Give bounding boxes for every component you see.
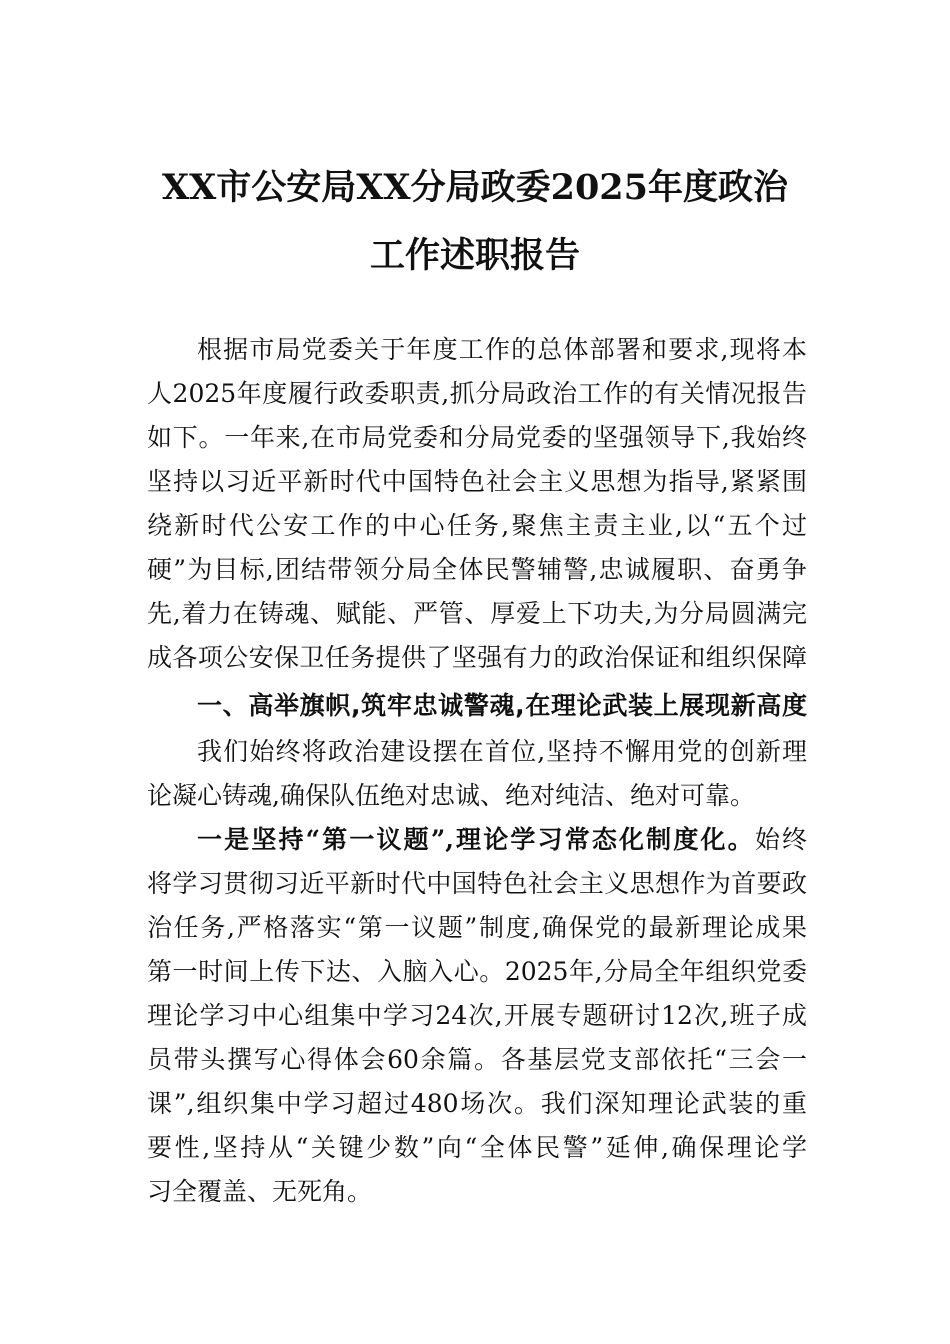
intro-paragraph-line: 绕新时代公安工作的中心任务,聚焦主责主业,以“五个过 xyxy=(147,511,807,540)
point-lead-rest: 始终 xyxy=(754,825,807,854)
intro-paragraph-line: 人2025年度履行政委职责,抓分局政治工作的有关情况报告 xyxy=(147,379,807,408)
point-paragraph-line: 课”,组织集中学习超过480场次。我们深知理论武装的重 xyxy=(147,1089,807,1118)
intro-paragraph-line: 坚持以习近平新时代中国特色社会主义思想为指导,紧紧围 xyxy=(147,467,807,496)
intro-paragraph-line: 成各项公安保卫任务提供了坚强有力的政治保证和组织保障 xyxy=(147,643,807,672)
point-paragraph-line: 习全覆盖、无死角。 xyxy=(147,1177,373,1206)
intro-paragraph-line: 如下。一年来,在市局党委和分局党委的坚强领导下,我始终 xyxy=(147,423,807,452)
document-title-line-1: XX市公安局XX分局政委2025年度政治 xyxy=(161,167,789,208)
point-paragraph-line: 第一时间上传下达、入脑入心。2025年,分局全年组织党委 xyxy=(147,957,807,986)
point-paragraph-line: 要性,坚持从“关键少数”向“全体民警”延伸,确保理论学 xyxy=(147,1133,807,1162)
point-paragraph-line: 治任务,严格落实“第一议题”制度,确保党的最新理论成果 xyxy=(147,913,807,942)
intro-paragraph-line: 先,着力在铸魂、赋能、严管、厚爱上下功夫,为分局圆满完 xyxy=(147,599,807,628)
point-paragraph-first-line xyxy=(197,818,807,862)
section-paragraph-line: 论凝心铸魂,确保队伍绝对忠诚、绝对纯洁、绝对可靠。 xyxy=(147,781,755,810)
section-heading: 一、高举旗帜,筑牢忠诚警魂,在理论武装上展现新高度 xyxy=(197,691,807,720)
point-lead-bold: 一是坚持“第一议题”,理论学习常态化制度化。 xyxy=(197,825,755,854)
intro-paragraph-line: 根据市局党委关于年度工作的总体部署和要求,现将本 xyxy=(197,335,807,364)
point-paragraph-line: 理论学习中心组集中学习24次,开展专题研讨12次,班子成 xyxy=(147,1001,807,1030)
document-title-line-2: 工作述职报告 xyxy=(369,235,580,276)
point-paragraph-line: 员带头撰写心得体会60余篇。各基层党支部依托“三会一 xyxy=(147,1045,807,1074)
section-paragraph-line: 我们始终将政治建设摆在首位,坚持不懈用党的创新理 xyxy=(197,737,807,766)
intro-paragraph-line: 硬”为目标,团结带领分局全体民警辅警,忠诚履职、奋勇争 xyxy=(147,555,807,584)
point-paragraph-line: 将学习贯彻习近平新时代中国特色社会主义思想作为首要政 xyxy=(147,869,807,898)
